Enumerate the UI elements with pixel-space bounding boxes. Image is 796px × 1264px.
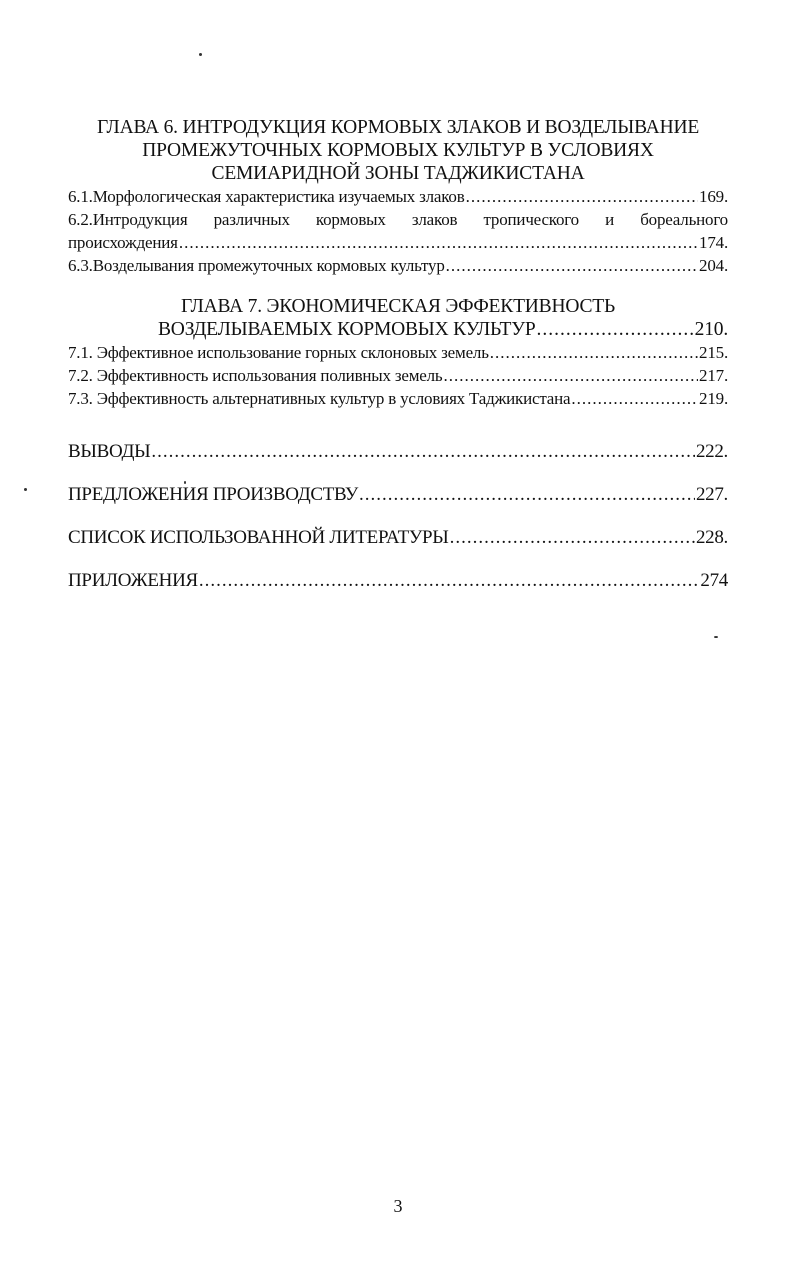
toc-entry-title: ПРИЛОЖЕНИЯ (68, 570, 198, 591)
toc-entry-6-3 (68, 254, 728, 277)
dot-leader (466, 185, 698, 208)
chapter-7-heading-line (68, 318, 728, 341)
dot-leader (537, 318, 694, 341)
toc-entry-references (68, 526, 728, 549)
toc-entry-page: 174. (699, 233, 728, 252)
toc-entry-proposals (68, 483, 728, 506)
chapter-6-heading-line: ПРОМЕЖУТОЧНЫХ КОРМОВЫХ КУЛЬТУР В УСЛОВИЯХ (142, 140, 654, 161)
dot-leader (179, 231, 698, 254)
toc-entry-conclusions (68, 440, 728, 463)
toc-entry-page: 215. (699, 343, 728, 362)
chapter-7-heading-line: ГЛАВА 7. ЭКОНОМИЧЕСКАЯ ЭФФЕКТИВНОСТЬ (181, 296, 615, 317)
dot-leader (446, 254, 698, 277)
toc-entry-title: 7.1. Эффективное использование горных склоновых земель (68, 343, 489, 362)
chapter-6-heading-line: ГЛАВА 6. ИНТРОДУКЦИЯ КОРМОВЫХ ЗЛАКОВ И ВОЗДЕЛЫВАНИЕ (96, 117, 700, 138)
dot-leader (199, 569, 700, 592)
scan-speck (714, 636, 718, 638)
toc-entry-title: 7.3. Эффективность альтернативных культур в условиях Таджикистана (68, 389, 571, 408)
dot-leader (450, 526, 695, 549)
toc-entry-page: 228. (695, 527, 728, 548)
toc-entry-7-1 (68, 341, 728, 364)
toc-entry-page: 169. (699, 187, 728, 206)
toc-entry-page: 219. (699, 389, 728, 408)
scan-speck (24, 488, 27, 491)
table-of-contents (68, 116, 728, 592)
chapter-6-heading (68, 116, 728, 185)
toc-entry-page: 222. (695, 441, 728, 462)
toc-entry-7-3 (68, 387, 728, 410)
toc-entry-title: 6.3.Возделывания промежуточных кормовых культур (68, 256, 445, 275)
toc-entry-title: 7.2. Эффективность использования поливных земель (68, 366, 443, 385)
dot-leader (571, 387, 698, 410)
toc-entry-7-2 (68, 364, 728, 387)
chapter-7-heading (68, 295, 728, 341)
toc-entry-6-2-line1: 6.2.Интродукция различных кормовых злаков тропического и бореального (68, 210, 728, 229)
toc-entry-appendices (68, 569, 728, 592)
toc-entry-title: 6.1.Морфологическая характеристика изучаемых злаков (68, 187, 465, 206)
chapter-6-heading-line: СЕМИАРИДНОЙ ЗОНЫ ТАДЖИКИСТАНА (211, 163, 585, 184)
toc-entry-title: ВОЗДЕЛЫВАЕМЫХ КОРМОВЫХ КУЛЬТУР (158, 319, 536, 340)
toc-entry-title: СПИСОК ИСПОЛЬЗОВАННОЙ ЛИТЕРАТУРЫ (68, 527, 449, 548)
toc-entry-page: 227. (695, 484, 728, 505)
toc-entry-page: 217. (699, 366, 728, 385)
toc-entry-title: ПРЕДЛОЖЕНИЯ ПРОИЗВОДСТВУ (68, 484, 359, 505)
toc-entry-page: 210. (694, 319, 728, 340)
scan-speck (199, 53, 202, 56)
toc-entry-title: происхождения (68, 233, 178, 252)
dot-leader (151, 440, 695, 463)
toc-entry-6-2 (68, 231, 728, 254)
toc-entry-6-1 (68, 185, 728, 208)
toc-entry-title: ВЫВОДЫ (68, 441, 151, 462)
dot-leader (490, 341, 698, 364)
page-number: 3 (393, 1196, 403, 1216)
toc-entry-page: 204. (699, 256, 728, 275)
scan-speck (184, 481, 186, 484)
dot-leader (359, 483, 695, 506)
dot-leader (443, 364, 698, 387)
toc-entry-page: 274 (700, 570, 728, 591)
